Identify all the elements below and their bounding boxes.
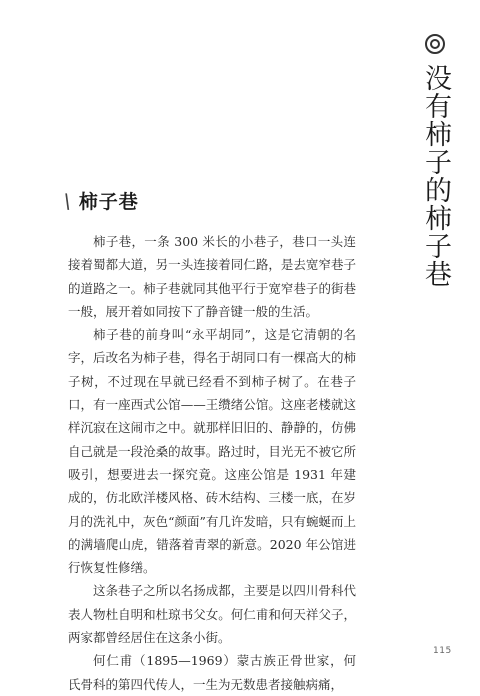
paragraph-2: 柿子巷的前身叫“永平胡同”，这是它清朝的名字，后改名为柿子巷，得名于胡同口有一棵高大的柿子树，不过现在早就已经看不到柿子树了。在巷子口，有一座西式公馆——王缵绪公馆。这座老楼就这样沉寂在这闹市之中。就那样旧旧的、静静的，仿佛自己就是一段沧桑的故事。路过时，目光无不被它所吸引，想要进去一探究竟。这座公馆是 1931 年建成的，仿北欧洋楼风格、砖木结构、三楼一底，在岁月的洗礼中，灰色“颜面”有几许发暗，只有蜿蜒而上的满墙爬山虎，错落着青翠的新意。2020 年公馆进行恢复性修缮。 bbox=[68, 327, 356, 576]
body-text bbox=[68, 230, 356, 696]
page-number: 115 bbox=[433, 646, 452, 656]
paragraph-1: 柿子巷，一条 300 米长的小巷子，巷口一头连接着蜀都大道，另一头连接着同仁路，是去宽窄巷子的道路之一。柿子巷就同其他平行于宽窄巷子的街巷一般，展开着如同按下了静音键一般的生活。 bbox=[68, 234, 356, 319]
paragraph-3: 这条巷子之所以名扬成都，主要是以四川骨科代表人物杜自明和杜琼书父女。何仁甫和何天祥父子，两家都曾经居住在这条小街。 bbox=[68, 583, 356, 646]
chapter-title-block bbox=[421, 34, 449, 288]
section-title: 柿子巷 bbox=[78, 191, 139, 213]
section-heading bbox=[61, 187, 139, 214]
paragraph-4: 何仁甫（1895—1969）蒙古族正骨世家，何氏骨科的第四代传人，一生为无数患者接触病痛， bbox=[68, 653, 356, 692]
section-slash-mark: \ bbox=[61, 188, 73, 213]
chapter-title: 没有柿子的柿子巷 bbox=[420, 64, 451, 288]
double-circle-icon bbox=[425, 34, 445, 54]
